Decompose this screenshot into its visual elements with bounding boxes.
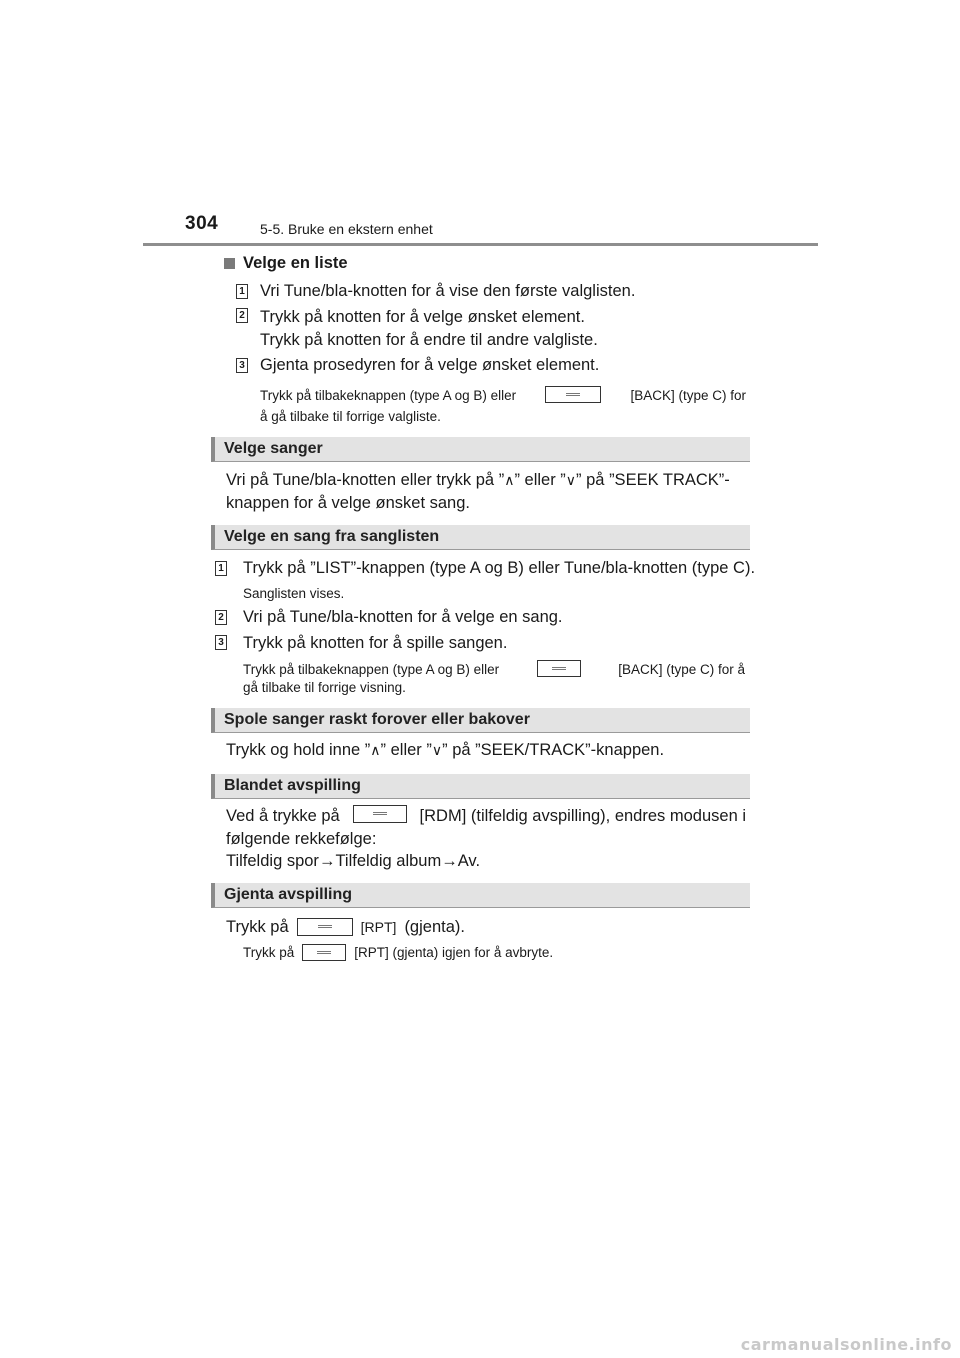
step-2-text-line1: Trykk på knotten for å velge ønsket element.: [260, 308, 585, 326]
step-number-1: 1: [236, 284, 248, 299]
sangliste-step-2-text: Vri på Tune/bla-knotten for å velge en sang.: [243, 608, 563, 626]
sangliste-step-1-note: Sanglisten vises.: [243, 586, 345, 601]
velge-sanger-text-line2: knappen for å velge ønsket sang.: [226, 494, 470, 512]
back-note-line2: å gå tilbake til forrige valgliste.: [260, 409, 441, 424]
back-note-line2: gå tilbake til forrige visning.: [243, 680, 406, 695]
arrow-right-icon: →: [318, 852, 336, 870]
gjenta-note: Trykk på [RPT] (gjenta) igjen for å avbryte.: [243, 945, 554, 960]
section-header-blandet: Blandet avspilling: [211, 774, 750, 799]
section-header-gjenta: Gjenta avspilling: [211, 883, 750, 908]
arrow-right-icon: →: [441, 852, 458, 870]
step-number-1: 1: [215, 561, 227, 576]
section-header-velge-sanger: Velge sanger: [211, 437, 750, 462]
back-note: Trykk på tilbakeknappen (type A og B) eller [BACK] (type C) for å: [243, 662, 745, 677]
step-number-2: 2: [236, 308, 248, 323]
step-number-2: 2: [215, 610, 227, 625]
rpt-button-icon: [297, 918, 353, 936]
page-number: 304: [185, 213, 219, 234]
rpt-button-icon: [302, 944, 346, 961]
square-bullet-icon: [224, 258, 235, 269]
arrow-down-icon: ∨: [565, 472, 577, 488]
blandet-text-line1: Ved å trykke på [RDM] (tilfeldig avspilling), endres modusen i: [226, 807, 746, 825]
sangliste-step-3-text: Trykk på knotten for å spille sangen.: [243, 634, 508, 652]
section-header-spole: Spole sanger raskt forover eller bakover: [211, 708, 750, 733]
step-number-3: 3: [215, 635, 227, 650]
spole-text: Trykk og hold inne ”∧” eller ”∨” på ”SEEK/TRACK”-knappen.: [226, 741, 665, 759]
blandet-text-line2: følgende rekkefølge:: [226, 830, 377, 848]
step-number-3: 3: [236, 358, 248, 373]
step-2-text-line2: Trykk på knotten for å endre til andre valgliste.: [260, 331, 598, 349]
section-header-sangliste: Velge en sang fra sanglisten: [211, 525, 750, 550]
sangliste-step-1-text: Trykk på ”LIST”-knappen (type A og B) eller Tune/bla-knotten (type C).: [243, 559, 756, 577]
breadcrumb: 5-5. Bruke en ekstern enhet: [260, 221, 433, 237]
arrow-up-icon: ∧: [504, 472, 515, 488]
gjenta-text: Trykk på [RPT] (gjenta).: [226, 918, 465, 936]
back-note: Trykk på tilbakeknappen (type A og B) eller [BACK] (type C) for: [260, 388, 746, 403]
step-3-text: Gjenta prosedyren for å velge ønsket element.: [260, 356, 600, 374]
arrow-up-icon: ∧: [370, 742, 381, 758]
back-button-icon: [537, 660, 581, 677]
back-button-icon: [545, 386, 601, 403]
rdm-button-icon: [353, 805, 407, 823]
velge-sanger-text-line1: Vri på Tune/bla-knotten eller trykk på ”∧” eller ”∨” på ”SEEK TRACK”-: [226, 471, 730, 489]
blandet-sequence: Tilfeldig spor→Tilfeldig album→Av.: [226, 852, 481, 870]
step-1-text: Vri Tune/bla-knotten for å vise den første valglisten.: [260, 282, 636, 300]
subsection-title-velge-liste: Velge en liste: [224, 254, 348, 273]
arrow-down-icon: ∨: [431, 742, 443, 758]
header-divider: [143, 243, 818, 246]
watermark: carmanualsonline.info: [740, 1335, 952, 1354]
